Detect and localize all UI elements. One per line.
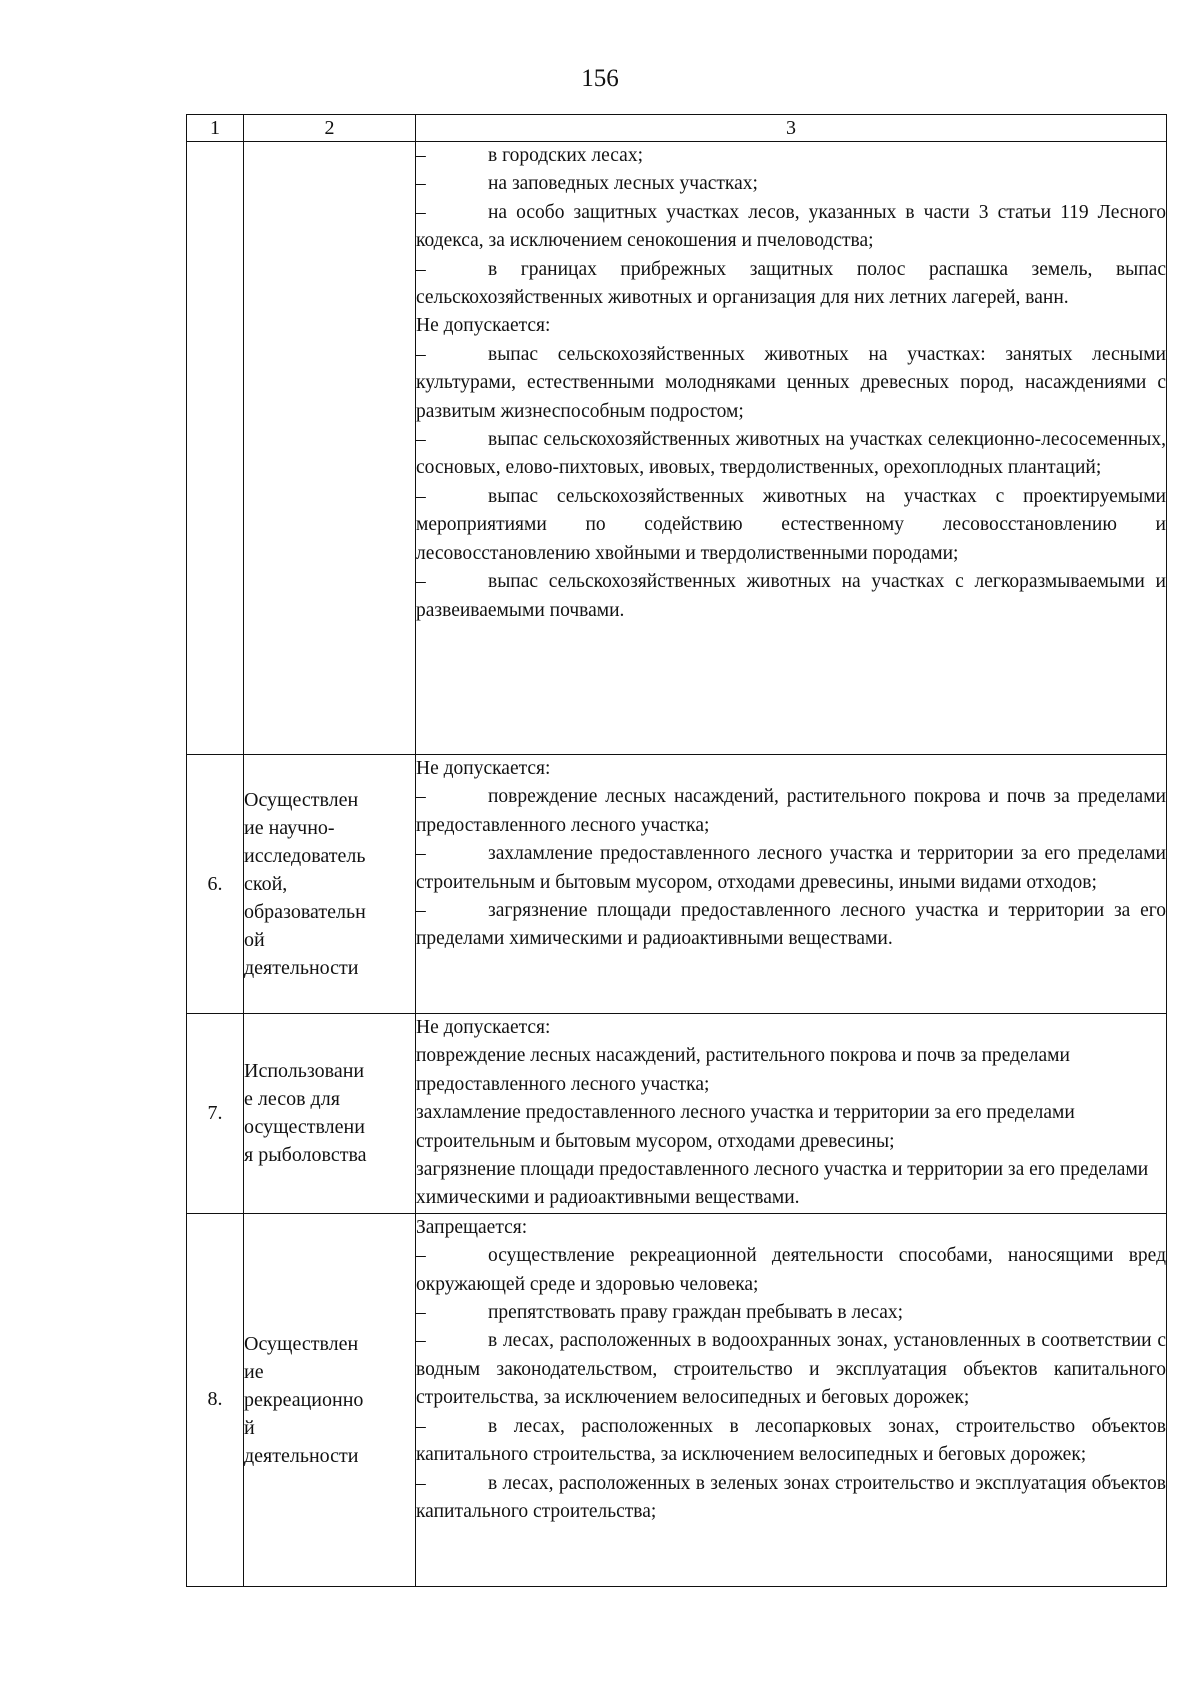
- header-col-2: 2: [244, 115, 416, 142]
- dash-bullet: –: [416, 1472, 426, 1494]
- page-number: 156: [581, 65, 619, 92]
- name-line: ой: [244, 929, 265, 951]
- dash-bullet: –: [416, 1302, 426, 1324]
- text-line: [416, 312, 1166, 340]
- row-activity-name: [244, 755, 416, 1014]
- bullet-item: [416, 1327, 1166, 1412]
- row-name-cell: [244, 142, 416, 755]
- row-number: 7.: [187, 1014, 244, 1214]
- row-content-cell: [416, 142, 1167, 755]
- header-col-3: 3: [416, 115, 1167, 142]
- item-text: захламление предоставленного лесного участка и территории за его пределами строительным и бытовым мусором, отходами древесины, иными видами отходов;: [416, 843, 1166, 893]
- item-text: выпас сельскохозяйственных животных на участках с легкоразмываемыми и развеиваемыми почвами.: [416, 571, 1166, 621]
- bullet-item: [416, 1299, 1166, 1327]
- name-line: ие научно-: [244, 817, 335, 839]
- dash-bullet: –: [416, 485, 426, 507]
- bullet-item: [416, 170, 1166, 198]
- table-row-8: [187, 1213, 1167, 1586]
- table-row-continuation: [187, 142, 1167, 755]
- item-text: выпас сельскохозяйственных животных на участках селекционно-лесосеменных, сосновых, елово-пихтовых, ивовых, твердолиственных, орехоплодных плантаций;: [416, 429, 1166, 479]
- dash-bullet: –: [416, 258, 426, 280]
- row-content-cell: [416, 1014, 1167, 1214]
- row-number: 6.: [187, 755, 244, 1014]
- name-line: исследователь: [244, 845, 366, 867]
- regulation-table: [186, 114, 1167, 1587]
- text-line: [416, 1099, 1166, 1156]
- item-text: загрязнение площади предоставленного лесного участка и территории за его пределами химическими и радиоактивными веществами.: [416, 900, 1166, 950]
- bullet-item: [416, 341, 1166, 426]
- item-text: Запрещается:: [416, 1216, 528, 1238]
- item-text: загрязнение площади предоставленного лесного участка и территории за его пределами химическими и радиоактивными веществами.: [416, 1159, 1149, 1209]
- name-line: й: [244, 1416, 255, 1439]
- item-text: на особо защитных участках лесов, указанных в части 3 статьи 119 Лесного кодекса, за исключением сенокошения и пчеловодства;: [416, 201, 1166, 252]
- name-line: деятельности: [244, 957, 359, 979]
- item-text: в границах прибрежных защитных полос распашка земель, выпас сельскохозяйственных животных и организация для них летних лагерей, ванн.: [416, 258, 1166, 309]
- bullet-item: [416, 426, 1166, 483]
- row-activity-name: [244, 1014, 416, 1214]
- dash-bullet: –: [416, 173, 426, 195]
- bullet-item: [416, 840, 1166, 897]
- name-line: Использовани: [244, 1060, 365, 1083]
- row-activity-name: [244, 1213, 416, 1586]
- item-text: повреждение лесных насаждений, растительного покрова и почв за пределами предоставленного лесного участка;: [416, 1045, 1070, 1095]
- item-text: на заповедных лесных участках;: [488, 173, 758, 195]
- bullet-item: [416, 199, 1166, 256]
- name-line: Осуществлен: [244, 789, 359, 811]
- name-line: ской,: [244, 873, 288, 895]
- item-text: в лесах, расположенных в водоохранных зонах, установленных в соответствии с водным законодательством, строительство и эксплуатация объектов капитального строительства, за исключением велосипедных и беговых дорожек;: [416, 1330, 1166, 1409]
- item-text: Не допускается:: [416, 315, 551, 337]
- item-text: осуществление рекреационной деятельности способами, наносящими вред окружающей среде и здоровью человека;: [416, 1245, 1166, 1295]
- bullet-item: [416, 256, 1166, 313]
- item-text: повреждение лесных насаждений, растительного покрова и почв за пределами предоставленного лесного участка;: [416, 786, 1166, 836]
- name-line: деятельности: [244, 1444, 359, 1467]
- row-content-cell: [416, 1213, 1167, 1586]
- text-line: [416, 1214, 1166, 1242]
- dash-bullet: –: [416, 571, 426, 593]
- dash-bullet: –: [416, 900, 426, 922]
- text-line: [416, 1042, 1166, 1099]
- dash-bullet: –: [416, 1415, 426, 1437]
- item-text: Не допускается:: [416, 758, 551, 779]
- item-text: в лесах, расположенных в лесопарковых зонах, строительство объектов капитального строительства, за исключением велосипедных и беговых дорожек;: [416, 1415, 1166, 1466]
- item-text: в городских лесах;: [488, 145, 643, 166]
- text-line: [416, 755, 1166, 783]
- name-line: ие: [244, 1360, 264, 1383]
- bullet-item: [416, 1413, 1166, 1470]
- row-content-cell: [416, 755, 1167, 1014]
- name-line: осуществлени: [244, 1116, 365, 1139]
- bullet-item: [416, 783, 1166, 840]
- dash-bullet: –: [416, 1330, 426, 1352]
- item-text: препятствовать праву граждан пребывать в лесах;: [488, 1302, 904, 1324]
- dash-bullet: –: [416, 1245, 426, 1267]
- item-text: выпас сельскохозяйственных животных на участках: занятых лесными культурами, естественными молодняками ценных древесных пород, насаждениями с развитым жизнеспособным подростом;: [416, 343, 1166, 422]
- bullet-item: [416, 1470, 1166, 1527]
- bullet-item: [416, 483, 1166, 568]
- item-text: выпас сельскохозяйственных животных на участках с проектируемыми мероприятиями по содействию естественному лесовосстановлению и лесовосстановлению хвойными и твердолиственными породами;: [416, 485, 1166, 564]
- text-line: [416, 1014, 1166, 1042]
- bullet-item: [416, 142, 1166, 170]
- name-line: образовательн: [244, 901, 366, 923]
- bullet-item: [416, 897, 1166, 954]
- name-line: е лесов для: [244, 1088, 340, 1111]
- dash-bullet: –: [416, 343, 426, 365]
- bullet-item: [416, 568, 1166, 625]
- bullet-item: [416, 1242, 1166, 1299]
- dash-bullet: –: [416, 145, 426, 166]
- dash-bullet: –: [416, 429, 426, 451]
- name-line: Осуществлен: [244, 1332, 359, 1355]
- dash-bullet: –: [416, 201, 426, 223]
- item-text: захламление предоставленного лесного участка и территории за его пределами строительным и бытовым мусором, отходами древесины;: [416, 1102, 1075, 1152]
- table-row-7: [187, 1014, 1167, 1214]
- header-col-1: 1: [187, 115, 244, 142]
- dash-bullet: –: [416, 786, 426, 808]
- row-number-cell: [187, 142, 244, 755]
- text-line: [416, 1156, 1166, 1213]
- item-text: в лесах, расположенных в зеленых зонах строительство и эксплуатация объектов капитального строительства;: [416, 1472, 1166, 1522]
- dash-bullet: –: [416, 843, 426, 865]
- table-row-6: [187, 755, 1167, 1014]
- table-header-row: [187, 115, 1167, 142]
- name-line: рекреационно: [244, 1388, 364, 1411]
- name-line: я рыболовства: [244, 1144, 367, 1167]
- row-number: 8.: [187, 1213, 244, 1586]
- item-text: Не допускается:: [416, 1017, 551, 1038]
